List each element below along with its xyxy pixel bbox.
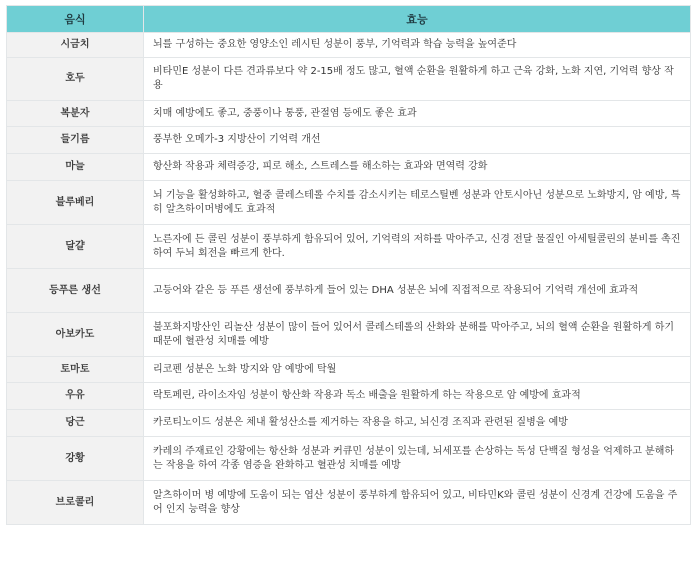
table-row: [7, 101, 691, 127]
effect-cell: 카레의 주재료인 강황에는 항산화 성분과 커큐민 성분이 있는데, 뇌세포를 손상하는 독성 단백질 형성을 억제하고 분해하는 작용을 하여 각종 염증을 완화하고 혈관성 치매를 예방: [144, 437, 691, 481]
table-row: [7, 481, 691, 525]
table-row: [7, 127, 691, 154]
effect-cell: 비타민E 성분이 다른 견과류보다 약 2-15배 정도 많고, 혈액 순환을 원활하게 하고 근육 강화, 노화 지연, 기억력 향상 작용: [144, 58, 691, 101]
food-cell: 우유: [7, 383, 144, 410]
food-cell: 달걀: [7, 225, 144, 269]
effect-cell: 불포화지방산인 리놀산 성분이 많이 들어 있어서 콜레스테롤의 산화와 분해를 막아주고, 뇌의 혈액 순환을 원활하게 하기 때문에 혈관성 치매를 예방: [144, 313, 691, 357]
table-row: [7, 225, 691, 269]
effect-cell: 뇌 기능을 활성화하고, 혈중 콜레스테롤 수치를 감소시키는 테로스틸벤 성분과 안토시아닌 성분으로 노화방지, 암 예방, 특히 알츠하이머병에도 효과적: [144, 181, 691, 225]
table-row: [7, 357, 691, 383]
effect-cell: 알츠하이머 병 예방에 도움이 되는 엽산 성분이 풍부하게 함유되어 있고, 비타민K와 콜린 성분이 신경계 건강에 도움을 주어 인지 능력을 향상: [144, 481, 691, 525]
table-row: [7, 181, 691, 225]
food-cell: 아보카도: [7, 313, 144, 357]
header-food: 음식: [7, 6, 144, 33]
food-cell: 복분자: [7, 101, 144, 127]
food-cell: 등푸른 생선: [7, 269, 144, 313]
effect-cell: 리코펜 성분은 노화 방지와 암 예방에 탁월: [144, 357, 691, 383]
food-cell: 들기름: [7, 127, 144, 154]
effect-cell: 고등어와 같은 등 푸른 생선에 풍부하게 들어 있는 DHA 성분은 뇌에 직접적으로 작용되어 기억력 개선에 효과적: [144, 269, 691, 313]
effect-cell: 노른자에 든 콜린 성분이 풍부하게 함유되어 있어, 기억력의 저하를 막아주고, 신경 전달 물질인 아세틸콜린의 분비를 촉진하여 두뇌 회전을 빠르게 한다.: [144, 225, 691, 269]
table-row: [7, 154, 691, 181]
food-cell: 시금치: [7, 33, 144, 58]
effect-cell: 치매 예방에도 좋고, 중풍이나 통풍, 관절염 등에도 좋은 효과: [144, 101, 691, 127]
food-cell: 강황: [7, 437, 144, 481]
effect-cell: 뇌를 구성하는 중요한 영양소인 레시틴 성분이 풍부, 기억력과 학습 능력을 높여준다: [144, 33, 691, 58]
table-header-row: [7, 6, 691, 33]
header-effect: 효능: [144, 6, 691, 33]
food-effects-table: [6, 5, 691, 525]
table-row: [7, 437, 691, 481]
table-row: [7, 33, 691, 58]
food-cell: 브로콜리: [7, 481, 144, 525]
table-row: [7, 58, 691, 101]
effect-cell: 항산화 작용과 체력증강, 피로 해소, 스트레스를 해소하는 효과와 면역력 강화: [144, 154, 691, 181]
table-row: [7, 383, 691, 410]
food-cell: 블루베리: [7, 181, 144, 225]
effect-cell: 풍부한 오메가-3 지방산이 기억력 개선: [144, 127, 691, 154]
food-cell: 토마토: [7, 357, 144, 383]
food-cell: 당근: [7, 410, 144, 437]
effect-cell: 락토페린, 라이소자임 성분이 항산화 작용과 독소 배출을 원활하게 하는 작용으로 암 예방에 효과적: [144, 383, 691, 410]
table-row: [7, 410, 691, 437]
effect-cell: 카로티노이드 성분은 체내 활성산소를 제거하는 작용을 하고, 뇌신경 조직과 관련된 질병을 예방: [144, 410, 691, 437]
table-row: [7, 269, 691, 313]
food-cell: 마늘: [7, 154, 144, 181]
table-row: [7, 313, 691, 357]
food-cell: 호두: [7, 58, 144, 101]
